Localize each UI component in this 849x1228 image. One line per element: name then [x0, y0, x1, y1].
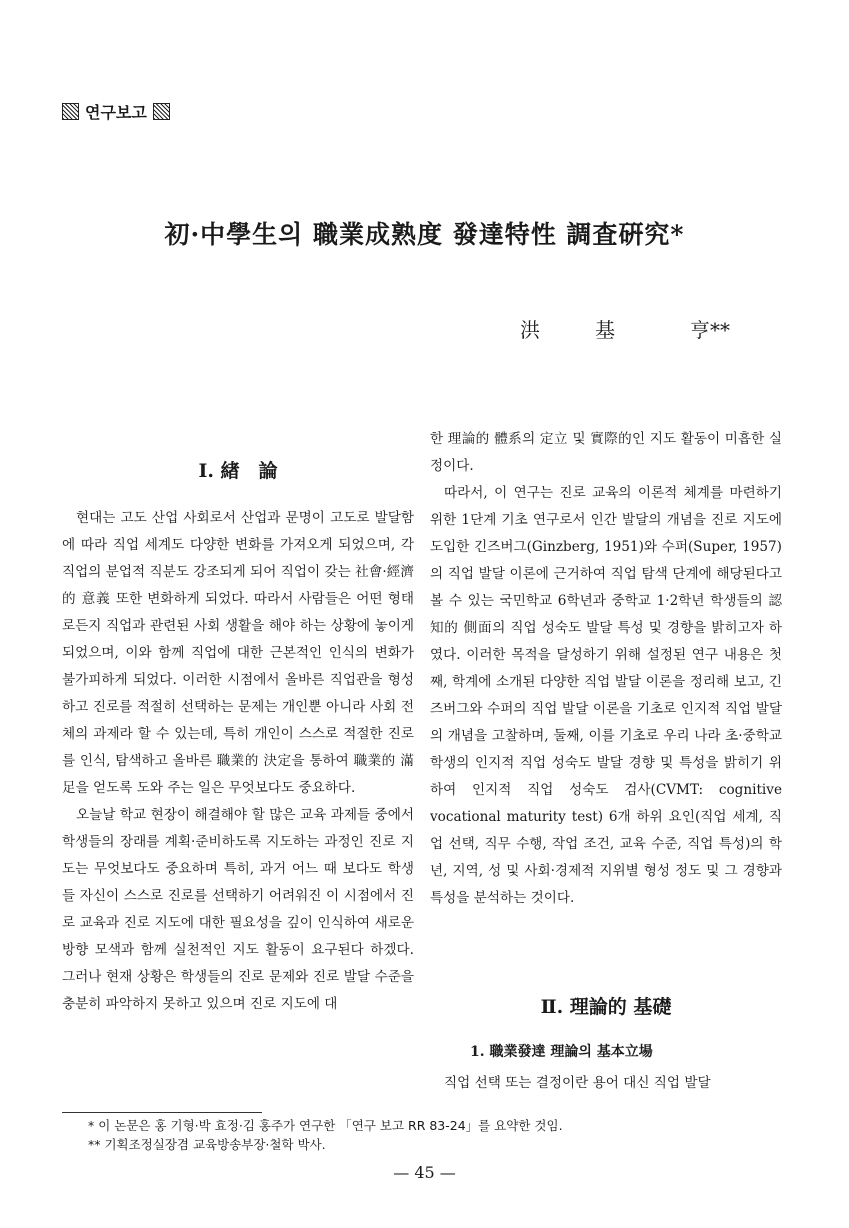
footnote: * 이 논문은 홍 기형·박 효정·김 홍주가 연구한 「연구 보고 RR 83-24」를 요약한 것임.	[88, 1118, 563, 1133]
body-paragraph: 오늘날 학교 현장이 해결해야 할 많은 교육 과제들 중에서 학생들의 장래를 계획·준비하도록 지도하는 과정인 진로 지도는 무엇보다도 중요하며 특히, 과거 어느 때 보다도 학생들 자신이 스스로 진로를 선택하기 어려워진 이 시점에서 진로 교육과 진로 지도에 대한 필요성을 깊이 인식하여 새로운 방향 모색과 함께 실천적인 지도 활동이 요구된다 하겠다. 그러나 현재 상황은 학생들의 진로 문제와 진로 발달 수준을 충분히 파악하지 못하고 있으며 진로 지도에 대	[62, 807, 414, 1012]
hatched-box-icon	[153, 103, 170, 120]
page-number: — 45 —	[393, 1163, 456, 1182]
hatched-box-icon	[62, 103, 79, 120]
section-heading-theory: Ⅱ. 理論的 基礎	[540, 996, 672, 1018]
body-paragraph: 현대는 고도 산업 사회로서 산업과 문명이 고도로 발달함에 따라 직업 세계도 다양한 변화를 가져오게 되었으며, 각 직업의 분업적 직분도 강조되게 되어 직업이 갖는 社會·經濟的 意義 또한 변화하게 되었다. 따라서 사람들은 어떤 형태로든지 직업과 관련된 사회 생활을 해야 하는 상황에 놓이게 되었으며, 이와 함께 직업에 대한 근본적인 인식의 변화가 불가피하게 되었다. 이러한 시점에서 올바른 직업관을 형성하고 진로를 적절히 선택하는 문제는 개인뿐 아니라 사회 전체의 과제라 할 수 있는데, 특히 개인이 스스로 적절한 진로를 인식, 탐색하고 올바른 職業的 決定을 통하여 職業的 滿足을 얻도록 도와 주는 일은 무엇보다도 중요하다.	[62, 510, 414, 796]
author-char: 基	[595, 318, 615, 342]
section-tag-label: 연구보고	[85, 103, 147, 122]
body-paragraph: 한 理論的 體系의 定立 및 實際的인 지도 활동이 미흡한 실정이다.	[430, 431, 782, 474]
footnote: ** 기획조정실장겸 교육방송부장·철학 박사.	[88, 1137, 326, 1152]
body-paragraph: 직업 선택 또는 결정이란 용어 대신 직업 발달	[444, 1075, 711, 1091]
right-column	[430, 426, 782, 912]
author-name	[520, 314, 730, 343]
body-paragraph: 따라서, 이 연구는 진로 교육의 이론적 체계를 마련하기 위한 1단계 기초 연구로서 인간 발달의 개념을 진로 지도에 도입한 긴즈버그(Ginzberg, 1951)와 수퍼(Super, 1957)의 직업 발달 이론에 근거하여 직업 탐색 단계에 해당된다고 볼 수 있는 국민학교 6학년과 중학교 1·2학년 학생들의 認知的 側面의 직업 성숙도 발달 특성 및 경향을 밝히고자 하였다. 이러한 목적을 달성하기 위해 설정된 연구 내용은 첫째, 학계에 소개된 다양한 직업 발달 이론을 정리해 보고, 긴즈버그와 수퍼의 직업 발달 이론을 기초로 인지적 직업 발달의 개념을 고찰하며, 둘째, 이를 기초로 우리 나라 초·중학교 학생의 인지적 직업 성숙도 발달 경향 및 특성을 밝히기 위하여 인지적 직업 성숙도 검사(CVMT: cognitive vocational maturity test) 6개 하위 요인(직업 세계, 직업 선택, 직무 수행, 작업 조건, 교육 수준, 직업 특성)의 학년, 지역, 성 및 사회·경제적 지위별 형성 정도 및 그 경향과 특성을 분석하는 것이다.	[430, 485, 782, 906]
section-tag	[62, 100, 170, 123]
left-column	[62, 505, 414, 1018]
right-column-continued	[430, 1070, 782, 1097]
author-char: 亨**	[690, 318, 730, 342]
section-heading-introduction: Ⅰ. 緖 論	[198, 460, 278, 482]
author-char: 洪	[520, 318, 540, 342]
subsection-heading: 1. 職業發達 理論의 基本立場	[470, 1044, 653, 1060]
paper-title: 初·中學生의 職業成熟度 發達特性 調査硏究*	[164, 220, 685, 249]
footnote-rule	[62, 1112, 262, 1113]
